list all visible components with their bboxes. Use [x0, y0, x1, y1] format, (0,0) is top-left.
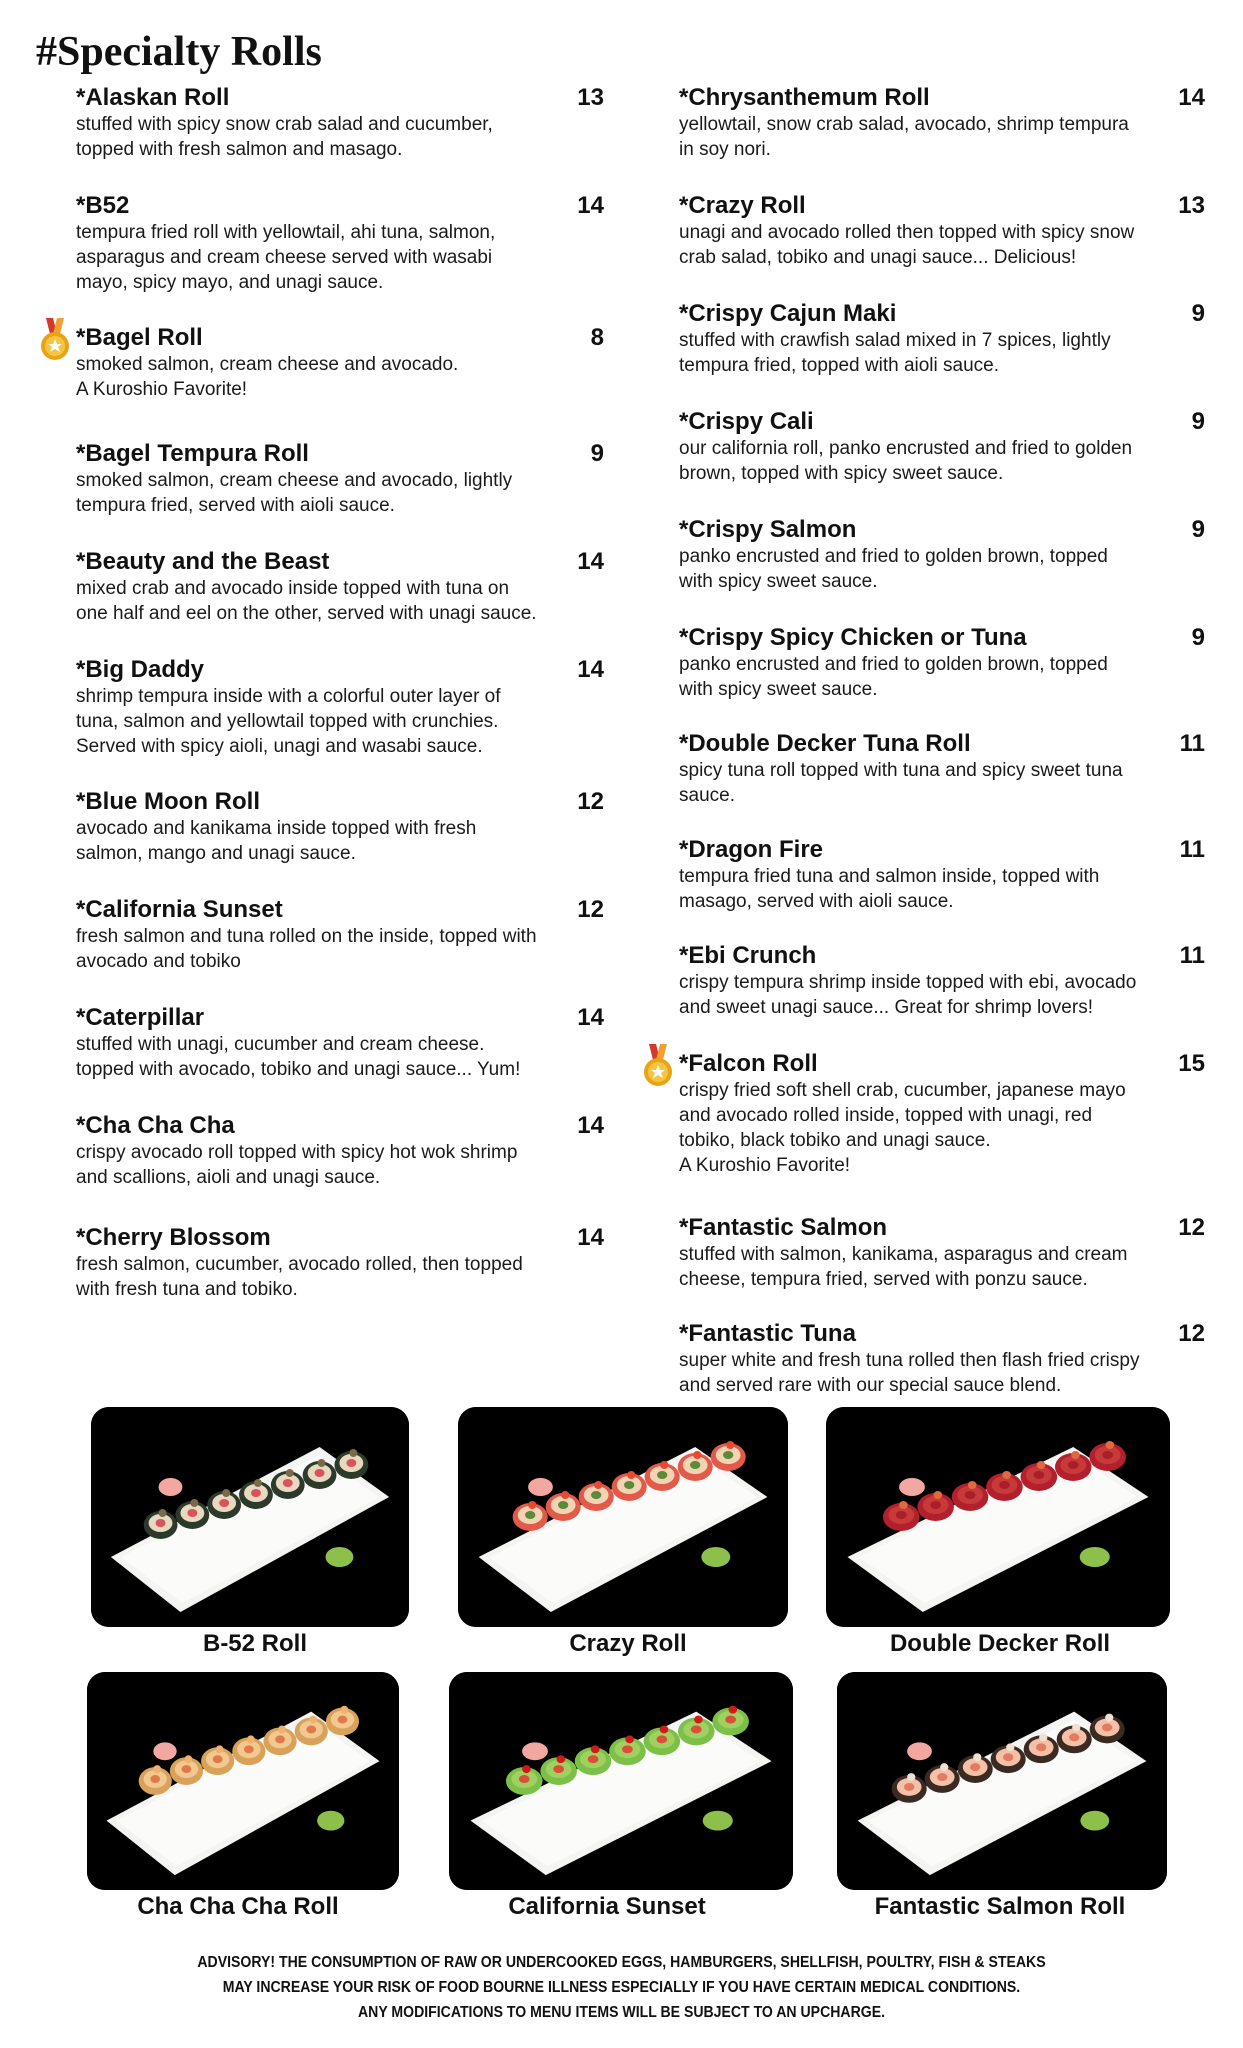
menu-item-description: brown, topped with spicy sweet sauce. — [679, 463, 1004, 484]
menu-item-header — [76, 440, 604, 468]
menu-item-description: salmon, mango and unagi sauce. — [76, 843, 356, 864]
sushi-photo — [837, 1672, 1167, 1890]
menu-item-price: 14 — [577, 1224, 604, 1251]
menu-item-description: yellowtail, snow crab salad, avocado, shrimp tempura — [679, 114, 1129, 135]
menu-item — [76, 788, 604, 866]
menu-item-description: panko encrusted and fried to golden brown, topped — [679, 546, 1108, 567]
menu-item-description: spicy tuna roll topped with tuna and spicy sweet tuna — [679, 760, 1123, 781]
menu-item-header — [679, 624, 1205, 652]
menu-item-description: mayo, spicy mayo, and unagi sauce. — [76, 272, 384, 293]
menu-item-description: panko encrusted and fried to golden brown, topped — [679, 654, 1108, 675]
menu-item-header — [679, 192, 1205, 220]
advisory-line: MAY INCREASE YOUR RISK OF FOOD BOURNE ILLNESS ESPECIALLY IF YOU HAVE CERTAIN MEDICAL CONDITIONS. — [222, 1979, 1021, 1996]
menu-item-description: tempura fried, topped with aioli sauce. — [679, 355, 1000, 376]
menu-item-description: tempura fried tuna and salmon inside, topped with — [679, 866, 1100, 887]
photo-caption: B-52 Roll — [202, 1630, 307, 1657]
menu-item-price: 11 — [1179, 730, 1205, 757]
menu-item-description: fresh salmon, cucumber, avocado rolled, then topped — [76, 1254, 523, 1275]
menu-item-description: with spicy sweet sauce. — [679, 571, 878, 592]
menu-item-header — [679, 1214, 1205, 1242]
menu-item-description: avocado and kanikama inside topped with fresh — [76, 818, 477, 839]
menu-item-description: and scallions, aioli and unagi sauce. — [76, 1167, 381, 1188]
menu-item-description: smoked salmon, cream cheese and avocado. — [76, 354, 459, 375]
menu-item-header — [76, 324, 604, 352]
menu-item-description: asparagus and cream cheese served with wasabi — [76, 247, 493, 268]
menu-item — [76, 656, 604, 759]
menu-item — [679, 84, 1205, 162]
menu-item-price: 12 — [1178, 1214, 1205, 1241]
menu-item-name: *Crispy Spicy Chicken or Tuna — [679, 624, 1027, 651]
menu-item-price: 14 — [577, 548, 604, 575]
menu-item-header — [76, 1112, 604, 1140]
menu-item-header — [679, 836, 1205, 864]
menu-item-name: *Crazy Roll — [679, 192, 806, 219]
menu-item-description: one half and eel on the other, served with unagi sauce. — [76, 603, 537, 624]
sushi-photo — [87, 1672, 399, 1890]
menu-item-name: *Falcon Roll — [679, 1050, 818, 1077]
photo-caption: Double Decker Roll — [889, 1630, 1111, 1657]
menu-item — [76, 896, 604, 974]
menu-item-description: tuna, salmon and yellowtail topped with crunchies. — [76, 711, 499, 732]
photo-caption: California Sunset — [508, 1893, 706, 1920]
menu-item-description: crispy avocado roll topped with spicy hot wok shrimp — [76, 1142, 518, 1163]
menu-item-description: fresh salmon and tuna rolled on the inside, topped with — [76, 926, 537, 947]
menu-item — [679, 624, 1205, 702]
menu-item-description: unagi and avocado rolled then topped with spicy snow — [679, 222, 1135, 243]
menu-item-description: A Kuroshio Favorite! — [76, 379, 248, 400]
menu-item-name: *Crispy Salmon — [679, 516, 857, 543]
photo-caption: Cha Cha Cha Roll — [137, 1893, 339, 1920]
menu-item-description: with fresh tuna and tobiko. — [76, 1279, 298, 1300]
menu-item — [679, 1050, 1205, 1178]
menu-item — [679, 1214, 1205, 1292]
menu-item-description: super white and fresh tuna rolled then flash fried crispy — [679, 1350, 1140, 1371]
menu-item-header — [76, 1224, 604, 1252]
menu-item — [76, 1224, 604, 1302]
menu-item-description: Served with spicy aioli, unagi and wasabi sauce. — [76, 736, 483, 757]
menu-item-description: and avocado rolled inside, topped with unagi, red — [679, 1105, 1093, 1126]
menu-item-description: masago, served with aioli sauce. — [679, 891, 954, 912]
menu-item-name: *Big Daddy — [76, 656, 205, 683]
menu-item-name: *Crispy Cajun Maki — [679, 300, 897, 327]
menu-item-description: crab salad, tobiko and unagi sauce... Delicious! — [679, 247, 1077, 268]
menu-item-description: crispy fried soft shell crab, cucumber, japanese mayo — [679, 1080, 1126, 1101]
menu-item-price: 11 — [1179, 836, 1205, 863]
menu-item-price: 14 — [577, 656, 604, 683]
menu-item-description: A Kuroshio Favorite! — [679, 1155, 851, 1176]
menu-item — [76, 84, 604, 162]
menu-item-header — [679, 1050, 1205, 1078]
menu-item-name: *Alaskan Roll — [76, 84, 230, 111]
menu-item-price: 13 — [577, 84, 604, 111]
menu-item-header — [76, 896, 604, 924]
menu-item-description: stuffed with spicy snow crab salad and cucumber, — [76, 114, 493, 135]
menu-item-name: *Cherry Blossom — [76, 1224, 271, 1251]
menu-item — [76, 1112, 604, 1190]
menu-item-description: tempura fried roll with yellowtail, ahi tuna, salmon, — [76, 222, 496, 243]
menu-item-name: *Bagel Tempura Roll — [76, 440, 309, 467]
menu-item — [76, 324, 604, 402]
menu-item-description: with spicy sweet sauce. — [679, 679, 878, 700]
photo-caption: Crazy Roll — [569, 1630, 687, 1657]
sushi-photo — [826, 1407, 1170, 1627]
menu-item-description: in soy nori. — [679, 139, 771, 160]
menu-item-description: stuffed with salmon, kanikama, asparagus and cream — [679, 1244, 1128, 1265]
menu-item-header — [76, 84, 604, 112]
sushi-photo — [458, 1407, 788, 1627]
menu-item — [679, 730, 1205, 808]
menu-item-header — [679, 730, 1205, 758]
menu-item — [76, 440, 604, 518]
menu-item-description: and served rare with our special sauce blend. — [679, 1375, 1062, 1396]
menu-item-description: mixed crab and avocado inside topped with tuna on — [76, 578, 510, 599]
advisory-line: ANY MODIFICATIONS TO MENU ITEMS WILL BE SUBJECT TO AN UPCHARGE. — [358, 2004, 885, 2021]
menu-item-price: 14 — [577, 192, 604, 219]
menu-item-header — [679, 942, 1205, 970]
menu-item-name: *Fantastic Tuna — [679, 1320, 856, 1347]
page-title: #Specialty Rolls — [36, 29, 322, 75]
menu-item — [679, 1320, 1205, 1398]
menu-item-price: 9 — [1191, 624, 1205, 651]
menu-item — [679, 192, 1205, 270]
menu-item-price: 14 — [1178, 84, 1205, 111]
photo-caption: Fantastic Salmon Roll — [874, 1893, 1126, 1920]
menu-item-description: crispy tempura shrimp inside topped with ebi, avocado — [679, 972, 1137, 993]
menu-item-price: 9 — [1191, 300, 1205, 327]
menu-item — [679, 836, 1205, 914]
menu-item-description: cheese, tempura fried, served with ponzu sauce. — [679, 1269, 1088, 1290]
menu-item-header — [76, 192, 604, 220]
menu-item-header — [679, 300, 1205, 328]
menu-item — [679, 516, 1205, 594]
menu-item-description: our california roll, panko encrusted and fried to golden — [679, 438, 1133, 459]
menu-item-name: *Caterpillar — [76, 1004, 205, 1031]
menu-item-description: tobiko, black tobiko and unagi sauce. — [679, 1130, 991, 1151]
menu-item-description: shrimp tempura inside with a colorful outer layer of — [76, 686, 501, 707]
menu-item-price: 12 — [577, 788, 604, 815]
menu-item-price: 14 — [577, 1112, 604, 1139]
menu-item-description: topped with avocado, tobiko and unagi sauce... Yum! — [76, 1059, 521, 1080]
menu-item-price: 13 — [1178, 192, 1205, 219]
menu-item-name: *Blue Moon Roll — [76, 788, 260, 815]
menu-item-description: stuffed with crawfish salad mixed in 7 spices, lightly — [679, 330, 1111, 351]
menu-item-description: avocado and tobiko — [76, 951, 241, 972]
menu-item-name: *Bagel Roll — [76, 324, 203, 351]
menu-item-name: *Dragon Fire — [679, 836, 824, 863]
menu-item-header — [679, 516, 1205, 544]
menu-item-name: *Double Decker Tuna Roll — [679, 730, 971, 757]
menu-item-header — [76, 548, 604, 576]
menu-item-header — [679, 84, 1205, 112]
menu-item-header — [679, 1320, 1205, 1348]
menu-item-name: *Crispy Cali — [679, 408, 814, 435]
medal-icon — [38, 318, 72, 362]
menu-item-price: 12 — [1178, 1320, 1205, 1347]
menu-item-header — [76, 1004, 604, 1032]
menu-item-description: sauce. — [679, 785, 735, 806]
menu-item — [76, 548, 604, 626]
advisory-line: ADVISORY! THE CONSUMPTION OF RAW OR UNDERCOOKED EGGS, HAMBURGERS, SHELLFISH, POULTRY, FISH & STEAKS — [197, 1954, 1046, 1971]
menu-item-name: *Cha Cha Cha — [76, 1112, 235, 1139]
sushi-photo — [449, 1672, 793, 1890]
menu-item — [76, 1004, 604, 1082]
menu-item-name: *California Sunset — [76, 896, 283, 923]
menu-item-description: and sweet unagi sauce... Great for shrimp lovers! — [679, 997, 1093, 1018]
menu-item-price: 15 — [1178, 1050, 1205, 1077]
menu-item — [679, 408, 1205, 486]
menu-item-header — [76, 656, 604, 684]
menu-item-price: 9 — [1191, 408, 1205, 435]
sushi-photo — [91, 1407, 409, 1627]
menu-item-price: 9 — [590, 440, 604, 467]
menu-item-header — [679, 408, 1205, 436]
menu-item-name: *Fantastic Salmon — [679, 1214, 888, 1241]
menu-item-price: 12 — [577, 896, 604, 923]
advisory-notice — [75, 1950, 1169, 2025]
menu-item-price: 8 — [590, 324, 604, 351]
menu-item-name: *Ebi Crunch — [679, 942, 817, 969]
menu-item-price: 14 — [577, 1004, 604, 1031]
menu-item-name: *Chrysanthemum Roll — [679, 84, 930, 111]
menu-item-description: smoked salmon, cream cheese and avocado, lightly — [76, 470, 513, 491]
menu-item-header — [76, 788, 604, 816]
menu-item — [679, 300, 1205, 378]
menu-item-price: 11 — [1179, 942, 1205, 969]
menu-item — [76, 192, 604, 295]
menu-item — [679, 942, 1205, 1020]
menu-item-name: *Beauty and the Beast — [76, 548, 330, 575]
menu-item-price: 9 — [1191, 516, 1205, 543]
medal-icon — [641, 1044, 675, 1088]
menu-item-description: tempura fried, served with aioli sauce. — [76, 495, 395, 516]
menu-item-description: stuffed with unagi, cucumber and cream cheese. — [76, 1034, 485, 1055]
menu-item-description: topped with fresh salmon and masago. — [76, 139, 403, 160]
menu-item-name: *B52 — [76, 192, 130, 219]
